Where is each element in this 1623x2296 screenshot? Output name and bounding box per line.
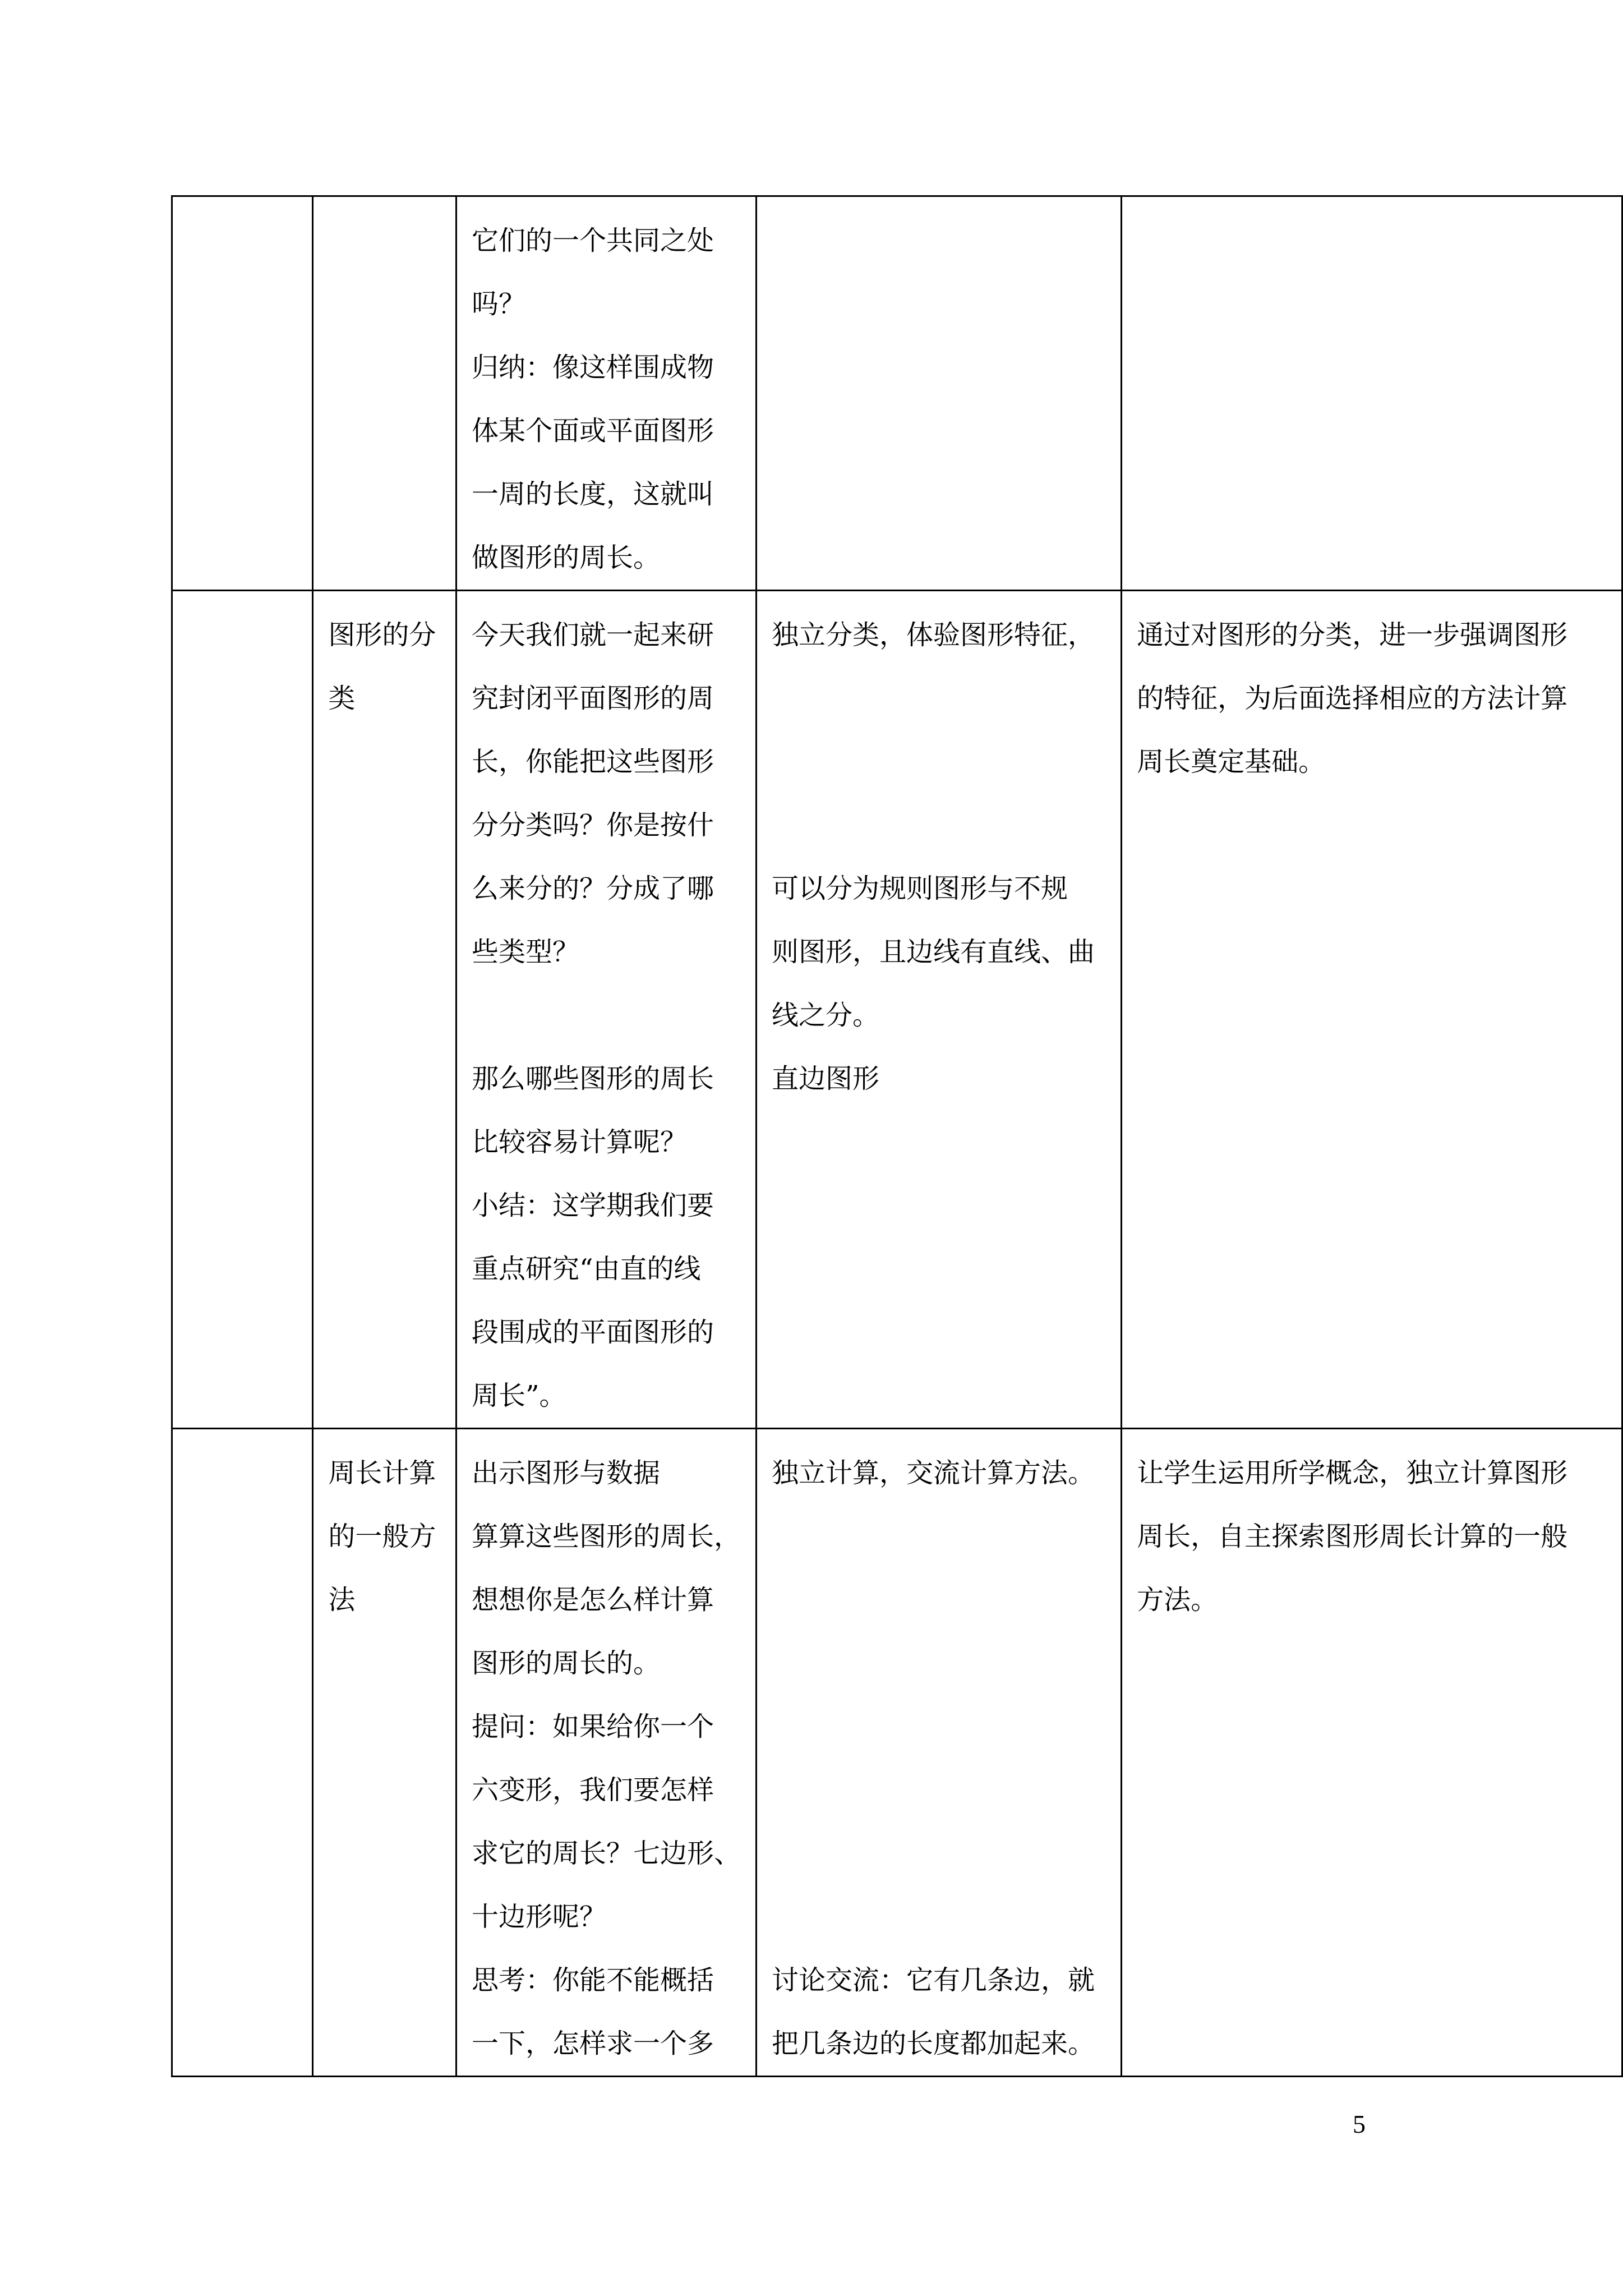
text-line: 把几条边的长度都加起来。: [771, 2028, 1095, 2059]
teacher-activity-cell: [456, 1429, 756, 2077]
step-cell: [313, 196, 457, 591]
text-line: 类: [328, 683, 356, 714]
blank-line: [772, 1505, 1106, 1568]
table-row: [172, 1429, 1622, 2077]
text-line: 独立分类，体验图形特征，: [771, 619, 1095, 651]
text-line: 重点研究“由直的线: [471, 1253, 701, 1285]
blank-line: [772, 730, 1106, 794]
step-cell: [313, 1429, 457, 2077]
text-line: 小结：这学期我们要: [471, 1190, 714, 1221]
text-line: 长，你能把这些图形: [471, 746, 714, 777]
text-line: 今天我们就一起来研: [471, 619, 714, 651]
text-line: 出示图形与数据: [471, 1457, 660, 1489]
text-line: 图形的周长的。: [471, 1648, 660, 1679]
text-line: 方法。: [1137, 1584, 1218, 1616]
page-number: 5: [1353, 2110, 1366, 2138]
text-line: 一下，怎样求一个多: [471, 2028, 714, 2059]
text-line: 么来分的？分成了哪: [471, 873, 714, 904]
teacher-activity-cell: [456, 196, 756, 591]
blank-line: [772, 1822, 1106, 1885]
text-line: 则图形，且边线有直线、曲: [771, 936, 1095, 968]
text-line: 求它的周长？七边形、: [471, 1838, 741, 1869]
text-line: 提问：如果给你一个: [471, 1711, 714, 1742]
text-line: 独立计算，交流计算方法。: [771, 1457, 1095, 1489]
text-line: 周长奠定基础。: [1137, 746, 1326, 777]
text-line: 思考：你能不能概括: [471, 1964, 714, 1996]
text-line: 通过对图形的分类，进一步强调图形: [1137, 619, 1568, 651]
text-line: 分分类吗？你是按什: [471, 809, 714, 841]
text-line: 些类型？: [471, 936, 579, 968]
text-line: 想想你是怎么样计算: [471, 1584, 714, 1616]
student-activity-cell: [756, 1429, 1121, 2077]
text-line: 做图形的周长。: [471, 542, 660, 573]
text-line: 它们的一个共同之处: [471, 225, 714, 256]
text-line: 六变形，我们要怎样: [471, 1774, 714, 1806]
student-activity-cell: [756, 196, 1121, 591]
text-line: 体某个面或平面图形: [471, 415, 714, 447]
student-activity-cell: [756, 591, 1121, 1429]
text-line: 周长，自主探索图形周长计算的一般: [1137, 1521, 1568, 1552]
text-line: 讨论交流：它有几条边，就: [771, 1964, 1095, 1996]
text-line: 吗？: [471, 288, 525, 320]
blank-line: [772, 1695, 1106, 1759]
step-cell: [313, 591, 457, 1429]
design-intent-cell: [1122, 1429, 1622, 2077]
text-line: 周长计算: [328, 1457, 436, 1489]
text-line: 十边形呢？: [471, 1901, 606, 1932]
text-line: 究封闭平面图形的周: [471, 683, 714, 714]
table-row: [172, 591, 1622, 1429]
design-intent-cell: [1122, 196, 1622, 591]
text-line: 线之分。: [771, 1000, 879, 1031]
blank-line: [772, 1759, 1106, 1822]
blank-line: [772, 1885, 1106, 1949]
text-line: 可以分为规则图形与不规: [771, 873, 1068, 904]
stage-cell: [172, 1429, 313, 2077]
blank-line: [772, 667, 1106, 730]
stage-cell: [172, 591, 313, 1429]
blank-line: [772, 1632, 1106, 1695]
blank-line: [772, 1568, 1106, 1632]
text-line: 法: [328, 1584, 356, 1616]
text-line: 归纳：像这样围成物: [471, 352, 714, 383]
lesson-plan-table: [171, 195, 1623, 2077]
design-intent-cell: [1122, 591, 1622, 1429]
text-line: 让学生运用所学概念，独立计算图形: [1137, 1457, 1568, 1489]
text-line: 算算这些图形的周长，: [471, 1521, 741, 1552]
text-line: 的特征，为后面选择相应的方法计算: [1137, 683, 1568, 714]
text-line: 段围成的平面图形的: [471, 1317, 714, 1348]
blank-line: [472, 984, 741, 1047]
text-line: 直边图形: [771, 1063, 879, 1094]
text-line: 那么哪些图形的周长: [471, 1063, 714, 1094]
text-line: 比较容易计算呢？: [471, 1126, 687, 1158]
teacher-activity-cell: [456, 591, 756, 1429]
blank-line: [772, 794, 1106, 857]
text-line: 图形的分: [328, 619, 436, 651]
text-line: 一周的长度，这就叫: [471, 478, 714, 510]
stage-cell: [172, 196, 313, 591]
table-row: [172, 196, 1622, 591]
text-line: 周长”。: [471, 1380, 566, 1411]
text-line: 的一般方: [328, 1521, 436, 1552]
